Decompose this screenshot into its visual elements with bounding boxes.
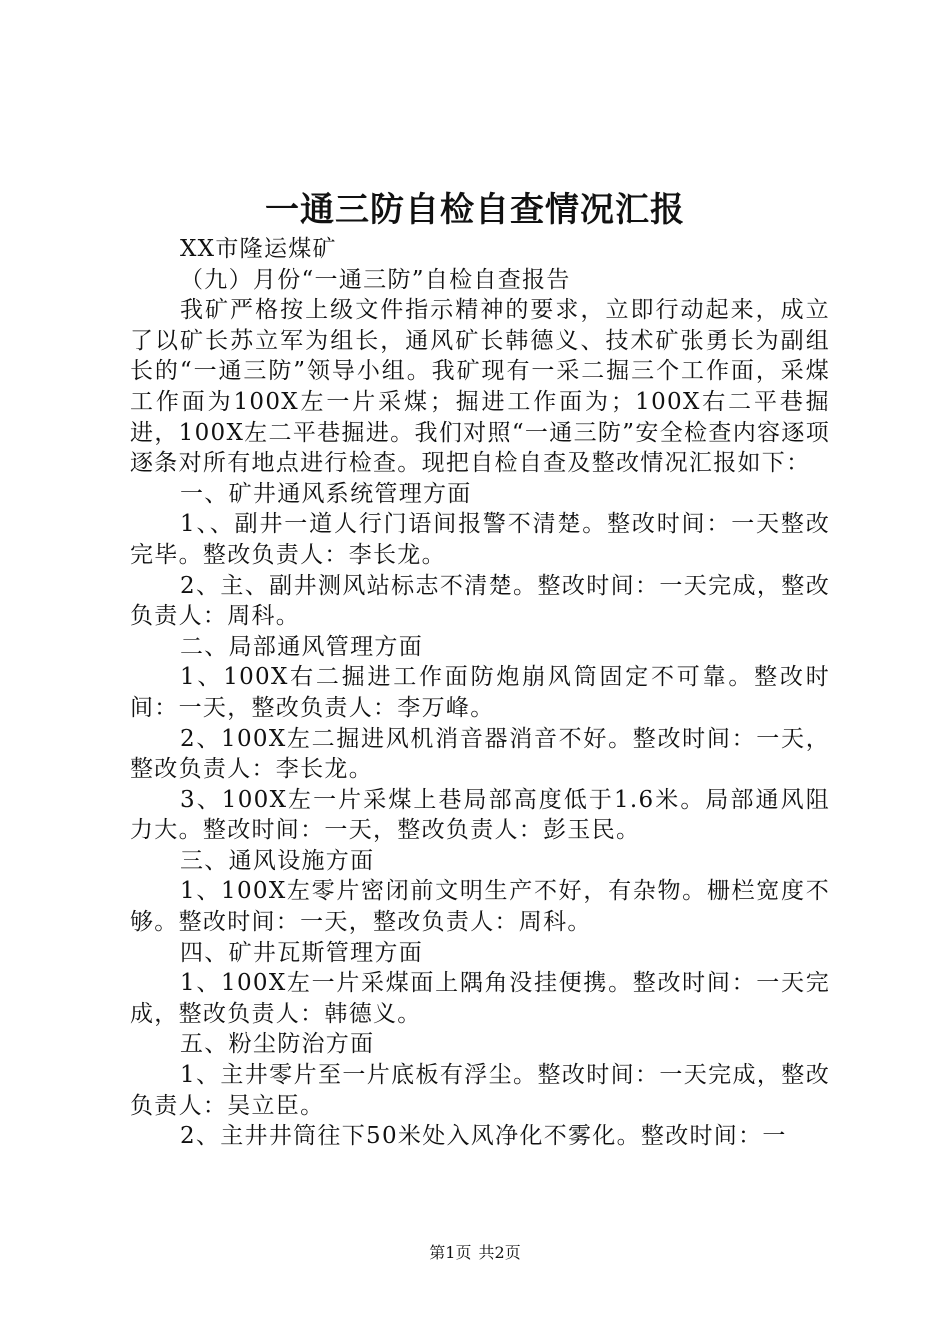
list-item: 2、主井井筒往下50米处入风净化不雾化。整改时间：一 xyxy=(180,1123,787,1150)
section-heading-gas-management: 四、矿井瓦斯管理方面 xyxy=(180,939,423,966)
list-item: 1、主井零片至一片底板有浮尘。整改时间：一天完成，整改负责人：吴立臣。 xyxy=(130,1062,830,1119)
section-heading-local-ventilation: 二、局部通风管理方面 xyxy=(180,633,423,660)
page-number: 第1页 xyxy=(429,1243,472,1262)
list-item: 3、100X左一片采煤上巷局部高度低于1.6米。局部通风阻力大。整改时间：一天，整改负责人：彭玉民。 xyxy=(130,786,830,844)
list-item: 1、100X左一片采煤面上隅角没挂便携。整改时间：一天完成，整改负责人：韩德义。 xyxy=(130,970,830,1027)
paragraph-mine-name: XX市隆运煤矿 xyxy=(180,236,337,262)
page-total: 共2页 xyxy=(478,1243,521,1262)
list-item: 1、100X左零片密闭前文明生产不好，有杂物。栅栏宽度不够。整改时间：一天，整改负责人：周科。 xyxy=(130,878,830,936)
section-heading-dust-prevention: 五、粉尘防治方面 xyxy=(180,1031,375,1058)
page-footer xyxy=(0,1241,950,1265)
paragraph-report-subtitle: （九）月份“一通三防”自检自查报告 xyxy=(180,266,571,293)
list-item: 2、100X左二掘进风机消音器消音不好。整改时间：一天，整改负责人：李长龙。 xyxy=(130,725,830,783)
document-title: 一通三防自检自查情况汇报 xyxy=(265,190,685,230)
document-body xyxy=(130,234,830,1152)
section-heading-ventilation-facilities: 三、通风设施方面 xyxy=(180,847,375,874)
list-item: 2、主、副井测风站标志不清楚。整改时间：一天完成，整改负责人：周科。 xyxy=(130,572,830,630)
paragraph-intro: 我矿严格按上级文件指示精神的要求，立即行动起来，成立了以矿长苏立军为组长，通风矿长韩德义、技术矿张勇长为副组长的“一通三防”领导小组。我矿现有一采二掘三个工作面，采煤工作面为100X左一片采煤；掘进工作面为；100X右二平巷掘进，100X左二平巷掘进。我们对照“一通三防”安全检查内容逐项逐条对所有地点进行检查。现把自检自查及整改情况汇报如下： xyxy=(130,297,830,477)
list-item: 1、100X右二掘进工作面防炮崩风筒固定不可靠。整改时间：一天，整改负责人：李万峰。 xyxy=(130,664,830,721)
section-heading-ventilation-system: 一、矿井通风系统管理方面 xyxy=(180,480,472,507)
list-item: 1、、副井一道人行门语间报警不清楚。整改时间：一天整改完毕。整改负责人：李长龙。 xyxy=(130,511,830,568)
